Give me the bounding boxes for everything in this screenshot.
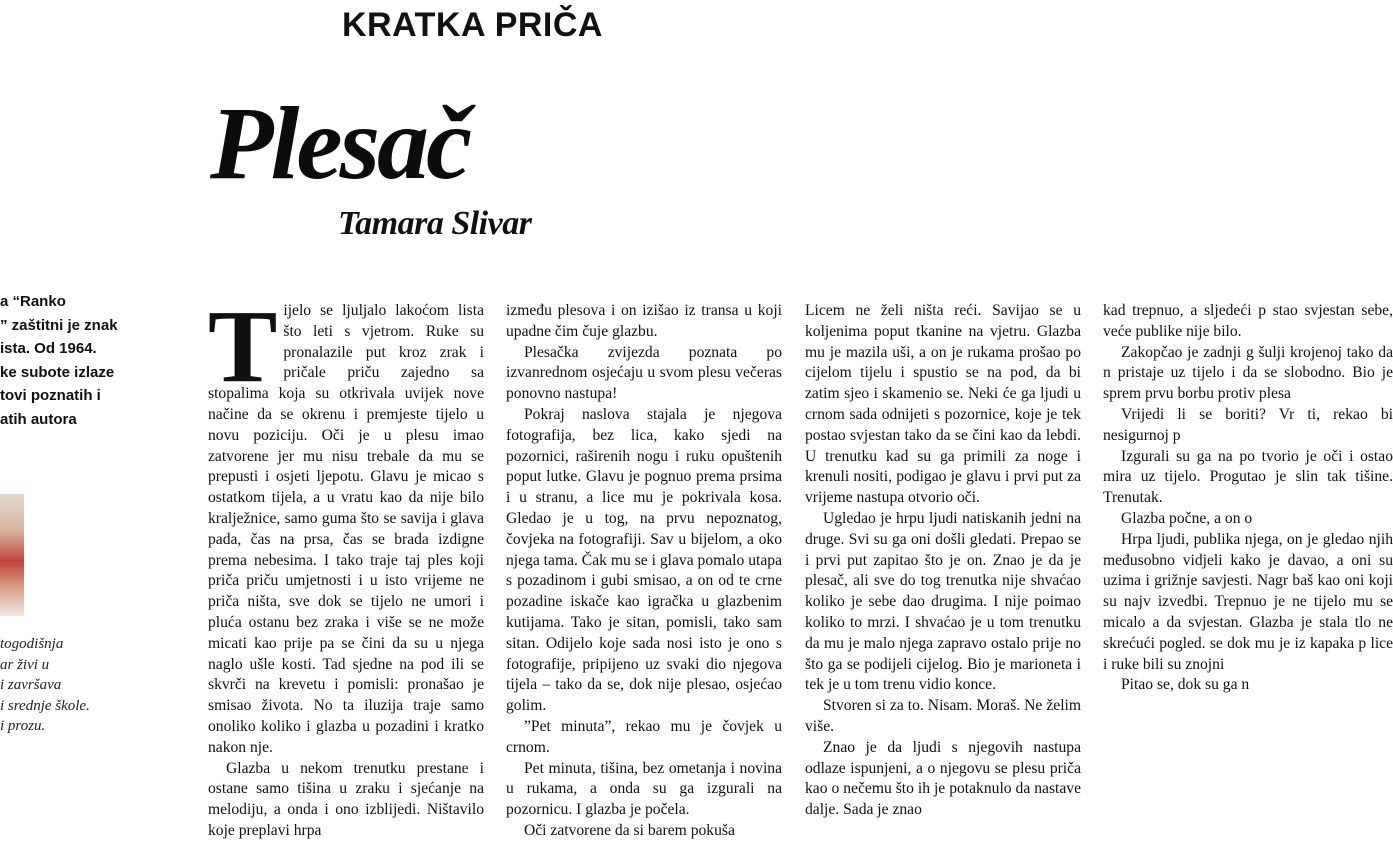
paragraph-text: ijelo se ljuljalo lakoćom lista što leti s vjetrom. Ruke su pronalazile put kroz zrak i pričale priču zajedno sa stopalima koja su otkrivala uvijek nove načine da se okrenu i premjeste tijelo u novu poziciju. Oči je u plesu imao zatvorene jer mu nisu trebale da mu se prepusti i osjeti ljepotu. Glavu je micao s ostatkom tijela, a u vratu kao da nije bilo kralježnice, samo guma što se savija i glava pada, čas na prsa, čas se brada izdigne prema nebesima. I tako traje taj ples koji priča priču umjetnosti i u isto vrijeme ne priča ništa, sve dok se tijelo ne umori i pluća ostanu bez zraka i više se ne može micati kao prije pa se čini da su u njega naglo ušle kosti. Tad sjedne na pod ili se skvrči na krevetu i pomisli: pronašao je smisao života. No ta iluzija traje samo onoliko koliko i glazba u pozadini i kratko nakon nje. bbox=[208, 302, 484, 756]
author-bio-line: ar živi u bbox=[0, 656, 50, 673]
paragraph: kad trepnuo, a sljedeći p stao svjestan sebe, veće publike nije bilo. bbox=[1103, 302, 1393, 340]
author-bio bbox=[0, 634, 150, 737]
author-bio-line: togodišnja bbox=[0, 636, 64, 652]
author-name: Tamara Slivar bbox=[338, 205, 532, 242]
author-bio-line: i prozu. bbox=[0, 718, 46, 734]
section-kicker: KRATKA PRIČA bbox=[342, 6, 603, 44]
paragraph: Plesačka zvijezda poznata po izvanrednom osjećaju u svom plesu večeras ponovno nastupa! bbox=[506, 343, 782, 403]
sidebar-note-line: atih autora bbox=[0, 410, 77, 428]
article-column-4 bbox=[1103, 301, 1393, 861]
paragraph: Pet minuta, tišina, bez ometanja i novina u rukama, a onda su ga izgurali na pozornicu. I glazba je počela. bbox=[506, 759, 782, 819]
author-bio-line: i srednje škole. bbox=[0, 697, 90, 714]
drop-cap: T bbox=[208, 289, 278, 404]
paragraph: Zakopčao je zadnji g šulji krojenoj tako da n pristaje uz tijelo i da se slobodno. Bio je sprem prvu borbu protiv plesa bbox=[1103, 343, 1393, 403]
article-column-3 bbox=[805, 301, 1081, 821]
article-column-1 bbox=[208, 289, 484, 842]
paragraph: Oči zatvorene da si barem pokuša bbox=[524, 821, 735, 839]
author-photo bbox=[0, 494, 24, 616]
paragraph: Izgurali su ga na po tvorio je oči i ostao mira uz tijelo. Progutao je slin tak tišine. Trenutak. bbox=[1103, 447, 1393, 507]
article-column-2 bbox=[506, 301, 782, 842]
sidebar-note-line: ista. Od 1964. bbox=[0, 340, 97, 357]
paragraph: Licem ne želi ništa reći. Savijao se u koljenima poput tkanine na vjetru. Glazba mu je mazila uši, a on je rukama prošao po cijelom tijelu i spustio se na pod, da bi zatim sjeo i skamenio se. Neki će ga ljudi u crnom sada odnijeti s pozornice, koje je tek postao svjestan tako da se čini kao da lebdi. U trenutku kad su ga primili za noge i krenuli nositi, podigao je glavu i prvi put za vrijeme nastupa otvorio oči. bbox=[805, 302, 1081, 507]
author-bio-line: i završava bbox=[0, 677, 62, 693]
paragraph: Ugledao je hrpu ljudi natiskanih jedni na druge. Svi su ga oni došli gledati. Prepao se i prvi put zapitao što je on. Znao je da je plesač, ali sve do tog trenutka nije shvaćao koliko je sebe dao drugima. I nije poimao koliko to mrzi. I shvaćao je u tom trenutku da mu je malo njega zapravo ostalo prije no što ga se podijeli cijelog. Bio je marioneta i tek je u tom trenu vidio konce. bbox=[805, 509, 1081, 694]
sidebar-note-line: tovi poznatih i bbox=[0, 387, 101, 404]
paragraph: Hrpa ljudi, publika njega, on je gledao njih međusobno vidjeli kako je davao, a oni su uzima i grižnje savjesti. Nagr baš kao oni koji su najv izvedbi. Trepnuo je ne tijelo mu se micalo a da svjestan. Glazba je stala tlo ne skrećući pogled. se dok mu je iz kapaka p lice i ruke bili su znojni bbox=[1103, 530, 1393, 673]
story-title: Plesač bbox=[210, 86, 470, 201]
paragraph: Pitao se, dok su ga n bbox=[1121, 676, 1250, 694]
paragraph: Znao je da ljudi s njegovih nastupa odlaze ispunjeni, a o njegovu se plesu priča kao o nečemu što ih je potaknulo da nastave dalje. Sada je znao bbox=[805, 738, 1081, 819]
paragraph bbox=[208, 289, 484, 759]
sidebar-note-line: ke subote izlaze bbox=[0, 363, 115, 381]
sidebar-note-line: a “Ranko bbox=[0, 293, 66, 310]
paragraph: Glazba u nekom trenutku prestane i ostane samo tišina u zraku i sjećanje na melodiju, a onda i ono izblijedi. Ništavilo koje preplavi hrpa bbox=[208, 759, 484, 839]
sidebar-note-line: ” zaštitni je znak bbox=[0, 316, 118, 334]
paragraph: Pokraj naslova stajala je njegova fotografija, bez lica, kako sjedi na pozornici, raširenih nogu i ruku opuštenih poput lutke. Glavu je pognuo prema prsima i u stranu, a lice mu je pokrivala kosa. Gledao je u tog, na prvu nepoznatog, čovjeka na fotografiji. Sav u bijelom, a oko njega tama. Čak mu se i glava pomalo utapa s pozadinom i gubi smisao, a on od te crne pozadine iskače kao igračka u glazbenim kutijama. Tako je sitan, pomisli, tako sam sitan. Odijelo koje sada nosi isto je ono s fotografije, pripijeno uz svaki dio njegova tijela – tako da se, dok nije plesao, osjećao golim. bbox=[506, 405, 782, 715]
paragraph: Stvoren si za to. Nisam. Moraš. Ne želim više. bbox=[805, 697, 1081, 735]
paragraph: Vrijedi li se boriti? Vr ti, rekao bi nesigurnoj p bbox=[1103, 405, 1393, 444]
paragraph: ”Pet minuta”, rekao mu je čovjek u crnom. bbox=[506, 717, 782, 756]
paragraph: između plesova i on izišao iz transa u koji upadne čim čuje glazbu. bbox=[506, 302, 782, 340]
paragraph: Glazba počne, a on o bbox=[1121, 509, 1253, 527]
sidebar-note bbox=[0, 290, 150, 431]
